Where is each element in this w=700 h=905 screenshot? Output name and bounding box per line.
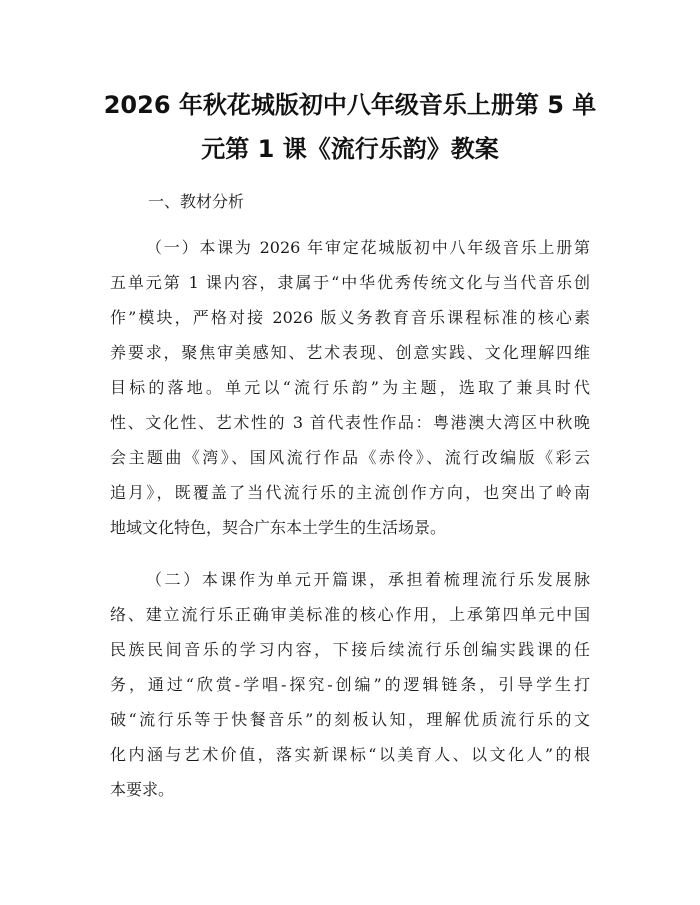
paragraph-1-line: 性、文化性、艺术性的 3 首代表性作品：粤港澳大湾区中秋晚 — [110, 413, 590, 432]
document-title-line-2: 元第 1 课《流行乐韵》教案 — [201, 135, 499, 163]
paragraph-2-line: （二）本课作为单元开篇课，承担着梳理流行乐发展脉 — [146, 570, 590, 589]
paragraph-2-line: 络、建立流行乐正确审美标准的核心作用，上承第四单元中国 — [110, 605, 590, 624]
document-title-line-1: 2026 年秋花城版初中八年级音乐上册第 5 单 — [103, 91, 597, 119]
section-heading: 一、教材分析 — [148, 192, 245, 211]
paragraph-1-line: 会主题曲《湾》、国风流行作品《赤伶》、流行改编版《彩云 — [110, 448, 590, 467]
paragraph-2-line: 化内涵与艺术价值，落实新课标“以美育人、以文化人”的根 — [110, 745, 590, 764]
paragraph-1-line: 五单元第 1 课内容，隶属于“中华优秀传统文化与当代音乐创 — [110, 273, 590, 292]
paragraph-1-line: 地域文化特色，契合广东本土学生的生活场景。 — [110, 518, 447, 537]
paragraph-1-line: 追月》，既覆盖了当代流行乐的主流创作方向，也突出了岭南 — [110, 483, 590, 502]
paragraph-2-line: 民族民间音乐的学习内容，下接后续流行乐创编实践课的任 — [110, 640, 590, 659]
paragraph-1-line: 养要求，聚焦审美感知、艺术表现、创意实践、文化理解四维 — [110, 343, 590, 362]
paragraph-1-line: 目标的落地。单元以“流行乐韵”为主题，选取了兼具时代 — [110, 378, 590, 397]
paragraph-2-line: 务，通过“欣赏-学唱-探究-创编”的逻辑链条，引导学生打 — [110, 675, 590, 694]
paragraph-1-line: （一）本课为 2026 年审定花城版初中八年级音乐上册第 — [146, 238, 590, 257]
paragraph-1-line: 作”模块，严格对接 2026 版义务教育音乐课程标准的核心素 — [110, 308, 590, 327]
paragraph-2-line: 本要求。 — [110, 780, 175, 799]
paragraph-2-line: 破“流行乐等于快餐音乐”的刻板认知，理解优质流行乐的文 — [110, 710, 590, 729]
